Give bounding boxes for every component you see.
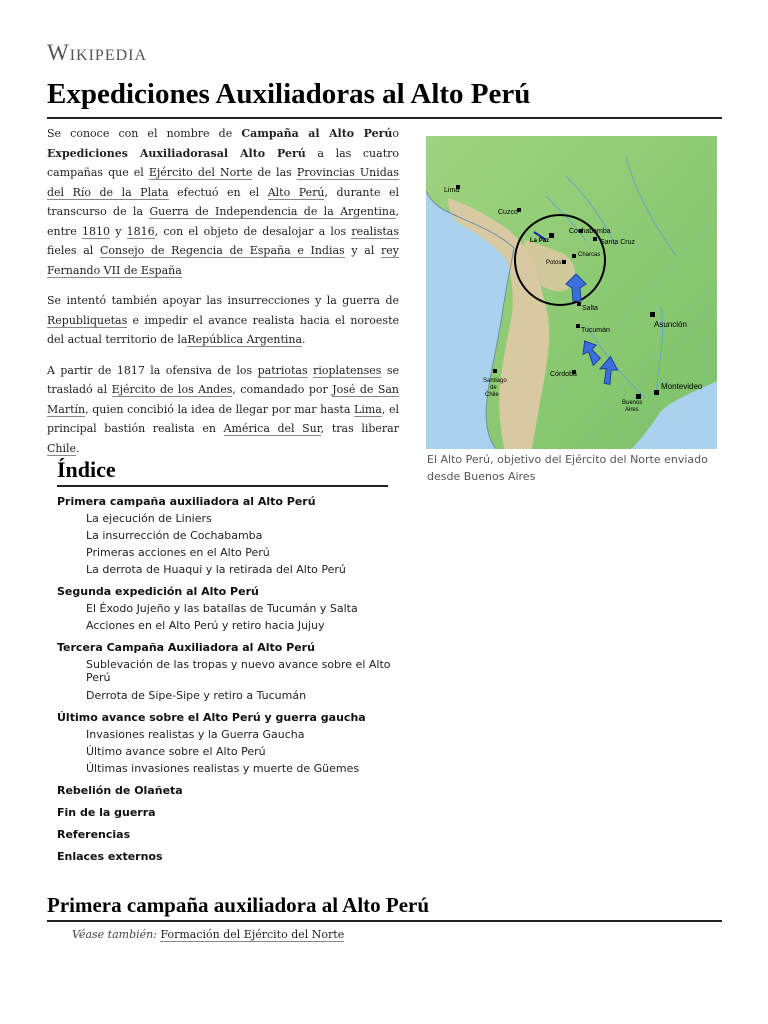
city-marker [650, 312, 655, 317]
article-link[interactable]: Ejército del Norte [148, 166, 253, 179]
toc-subsection-link[interactable]: La derrota de Huaqui y la retirada del Alto Perú [86, 563, 346, 576]
alto-peru-map [426, 136, 717, 449]
toc-section-link[interactable]: Enlaces externos [57, 850, 163, 863]
article-link[interactable]: América del Sur [223, 422, 321, 435]
article-link[interactable]: realistas [351, 224, 399, 238]
toc-section-link[interactable]: Último avance sobre el Alto Perú y guerra gaucha [57, 711, 366, 724]
intro-text: a las cuatro campañas que el [47, 146, 399, 179]
toc-subsection-link[interactable]: El Éxodo Jujeño y las batallas de Tucumán y Salta [86, 602, 358, 615]
toc-subsection-link[interactable]: Acciones en el Alto Perú y retiro hacia Jujuy [86, 619, 325, 632]
toc-section-link[interactable]: Primera campaña auxiliadora al Alto Perú [57, 495, 316, 508]
article-link[interactable]: Guerra de Independencia de la Argentina [149, 205, 396, 218]
section-divider [47, 920, 722, 922]
intro-paragraph [47, 291, 399, 350]
city-marker [572, 254, 576, 258]
intro-text: , entre [47, 205, 400, 238]
intro-text: y [110, 224, 127, 238]
city-marker [636, 394, 641, 399]
article-link[interactable]: 1816 [126, 224, 155, 238]
article-link[interactable]: rey Fernando VII de España [47, 244, 400, 277]
toc-section [57, 782, 397, 799]
article-link[interactable]: Ejército de los Andes [111, 383, 233, 396]
toc-subsection-link[interactable]: Sublevación de las tropas y nuevo avance sobre el Alto Perú [86, 658, 391, 684]
toc-subsection-link[interactable]: Derrota de Sipe-Sipe y retiro a Tucumán [86, 689, 307, 702]
toc-subsection-list [57, 726, 397, 777]
intro-text: o [392, 127, 399, 140]
intro-text: . [76, 441, 80, 455]
section-heading: Primera campaña auxiliadora al Alto Perú [47, 893, 430, 917]
intro-text: , el principal bastión realista en [47, 402, 399, 435]
toc-section [57, 709, 397, 777]
intro-text: de las [252, 166, 297, 179]
article-link[interactable]: República Argentina [187, 333, 303, 346]
toc-subsection-link[interactable]: Primeras acciones en el Alto Perú [86, 546, 270, 559]
toc-title: Índice [57, 457, 116, 482]
city-marker [577, 302, 581, 306]
toc-section-link[interactable]: Fin de la guerra [57, 806, 156, 819]
intro-text: , quien concibió la idea de llegar por mar hasta [85, 402, 355, 416]
article-link[interactable]: Alto Perú [267, 185, 325, 199]
map-label: Cochabamba [569, 228, 611, 235]
article-intro [47, 124, 399, 469]
intro-paragraph [47, 124, 399, 280]
intro-paragraph [47, 361, 399, 459]
intro-text: , con el objeto de desalojar a los [154, 224, 352, 238]
map-label: La Paz [530, 238, 550, 244]
map-label: Santa Cruz [600, 239, 636, 246]
map-label: Lima [444, 187, 460, 194]
map-label: Aires [625, 407, 639, 413]
intro-text: y al [344, 244, 382, 257]
map-label: Salta [582, 305, 598, 312]
intro-text: fieles al [47, 244, 100, 257]
article-link[interactable]: Consejo de Regencia de España e Indias [99, 244, 345, 257]
intro-text: Se conoce con el nombre de [47, 127, 242, 140]
toc-section [57, 583, 397, 634]
toc-section-link[interactable]: Rebelión de Olañeta [57, 784, 183, 797]
see-also-link[interactable]: Formación del Ejército del Norte [160, 928, 345, 941]
intro-text: e impedir el avance realista hacia el noroeste del actual territorio de la [47, 313, 399, 346]
toc-subsection-link[interactable]: Último avance sobre el Alto Perú [86, 745, 266, 758]
map-label: Buenos [622, 400, 643, 406]
toc-divider [57, 485, 388, 487]
bold-term: Campaña al Alto Perú [241, 127, 393, 140]
city-marker [549, 233, 554, 238]
intro-text: A partir de 1817 la ofensiva de los [47, 363, 258, 377]
intro-text: Se intentó también apoyar las insurrecciones y la guerra de [47, 294, 399, 307]
see-also [72, 928, 344, 941]
article-link[interactable]: Republiquetas [47, 313, 128, 327]
article-link[interactable]: 1810 [82, 224, 110, 238]
map-caption: El Alto Perú, objetivo del Ejército del Norte enviado desde Buenos Aires [427, 453, 708, 483]
map-label: Potosí [546, 260, 564, 266]
map-label: Córdoba [550, 371, 577, 378]
toc-subsection-link[interactable]: La ejecución de Liniers [86, 512, 212, 525]
toc-list [57, 493, 397, 865]
toc-section [57, 826, 397, 843]
toc-subsection-list [57, 600, 397, 634]
article-link[interactable]: Lima [354, 402, 382, 416]
see-also-label: Véase también: [72, 928, 157, 941]
city-marker [593, 237, 597, 241]
table-of-contents [57, 457, 397, 870]
map-label: Charcas [578, 252, 601, 258]
bold-term: Expediciones Auxiliadorasal Alto Perú [47, 146, 306, 160]
title-divider [47, 117, 722, 119]
map-label: Santiago [483, 378, 507, 384]
article-link[interactable]: rioplatenses [313, 363, 382, 377]
map-label: Montevideo [661, 382, 703, 391]
toc-section [57, 493, 397, 578]
toc-section [57, 639, 397, 704]
map-label: Cuzco [498, 209, 518, 216]
map-label: Asunción [654, 320, 687, 329]
city-marker [576, 324, 580, 328]
wikipedia-wordmark[interactable]: Wikipedia [47, 40, 148, 65]
article-link[interactable]: patriotas [257, 363, 308, 377]
toc-section-link[interactable]: Referencias [57, 828, 131, 841]
intro-text: , comandado por [232, 383, 333, 396]
article-link[interactable]: Provincias Unidas del Río de la Plata [47, 166, 399, 199]
map-label: Chile [485, 392, 499, 398]
map-label: de [490, 385, 497, 391]
city-marker [654, 390, 659, 395]
toc-subsection-link[interactable]: Últimas invasiones realistas y muerte de Güemes [86, 762, 360, 775]
toc-subsection-link[interactable]: Invasiones realistas y la Guerra Gaucha [86, 728, 305, 741]
toc-subsection-list [57, 656, 397, 704]
city-marker [493, 369, 497, 373]
article-link[interactable]: José de San Martín [47, 383, 400, 416]
intro-text: . [302, 333, 306, 346]
intro-text: , durante el transcurso de la [47, 185, 399, 218]
toc-section [57, 804, 397, 821]
toc-section-link[interactable]: Tercera Campaña Auxiliadora al Alto Perú [57, 641, 315, 654]
intro-text: efectuó en el [168, 185, 268, 199]
toc-subsection-link[interactable]: La insurrección de Cochabamba [86, 529, 263, 542]
page-title: Expediciones Auxiliadoras al Alto Perú [47, 78, 531, 110]
toc-section-link[interactable]: Segunda expedición al Alto Perú [57, 585, 259, 598]
article-link[interactable]: Chile [47, 441, 77, 455]
toc-subsection-list [57, 510, 397, 578]
map-label: Tucumán [581, 327, 610, 334]
intro-text: se trasladó al [47, 363, 400, 396]
toc-section [57, 848, 397, 865]
intro-text: , tras liberar [320, 422, 399, 435]
